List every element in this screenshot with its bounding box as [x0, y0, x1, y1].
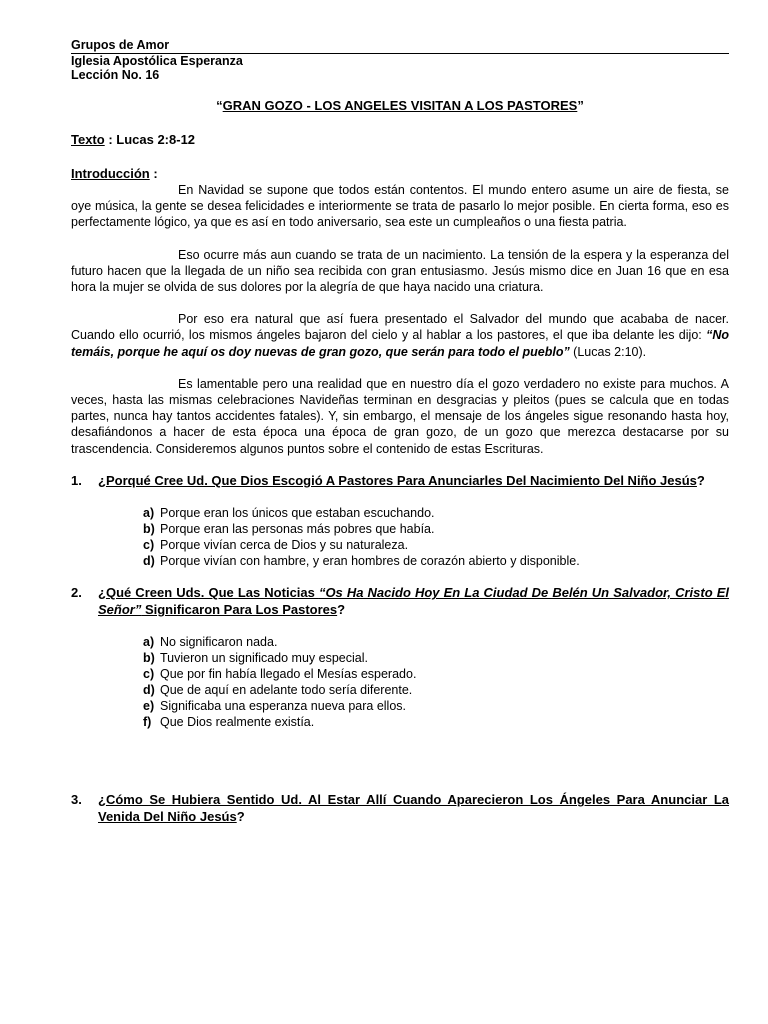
list-item: a) Porque eran los únicos que estaban escuchando.	[143, 506, 435, 521]
question-2-text: Qué Creen Uds. Que Las Noticias “Os Ha Nacido Hoy En La Ciudad De Belén Un Salvador, Cristo El Señor” Significaron Para Los Pastores	[98, 585, 729, 617]
question-2-number: 2.	[71, 585, 82, 601]
question-1: 1. ¿Porqué Cree Ud. Que Dios Escogió A Pastores Para Anunciarles Del Nacimiento Del Niño Jesús?	[71, 472, 705, 488]
list-item: f) Que Dios realmente existía.	[143, 715, 315, 730]
title-text: GRAN GOZO - LOS ANGELES VISITAN A LOS PASTORES	[222, 98, 578, 113]
question-3-number: 3.	[71, 792, 82, 808]
scripture-label: Texto	[71, 132, 105, 147]
intro-paragraph-2: Eso ocurre más aun cuando se trata de un nacimiento. La tensión de la espera y la esperanza del futuro hacen que la llegada de un niño sea recibida con gran entusiasmo. Jesús mismo dice en Juan 16 que en esa hora la mujer se olvida de sus dolores por la alegría de que haya nacido una criatura.	[71, 247, 729, 295]
introduction-colon: :	[149, 166, 158, 181]
question-1-number: 1.	[71, 472, 82, 488]
introduction-label: Introducción	[71, 166, 150, 181]
document-page	[71, 38, 729, 825]
scripture-reference	[71, 132, 729, 148]
list-item: c) Porque vivían cerca de Dios y su naturaleza.	[143, 538, 409, 553]
question-3: 3. ¿Cómo Se Hubiera Sentido Ud. Al Estar Allí Cuando Aparecieron Los Ángeles Para Anunciar La Venida Del Niño Jesús?	[71, 792, 729, 824]
list-item: a) No significaron nada.	[143, 635, 278, 650]
introduction-heading	[71, 166, 729, 182]
lesson-title	[71, 98, 729, 114]
list-item: d) Porque vivían con hambre, y eran hombres de corazón abierto y disponible.	[143, 554, 580, 569]
intro-paragraph-1: En Navidad se supone que todos están contentos. El mundo entero asume un aire de fiesta, se oye música, la gente se desea felicidades e interiormente se trata de pasarlo lo mejor posible. En cierta forma, eso es perfectamente lógico, ya que es así en todo aniversario, sea este un cumpleaños o una fiesta patria.	[71, 183, 729, 230]
list-item: d) Que de aquí en adelante todo sería diferente.	[143, 683, 413, 698]
intro-paragraph-3: Por eso era natural que así fuera presentado el Salvador del mundo que acababa de nacer. Cuando ello ocurrió, los mismos ángeles bajaron del cielo y al hablar a los pastores, el que iba delante les dijo: “No temáis, porque he aquí os doy nuevas de gran gozo, que serán para todo el pueblo” (Lucas 2:10).	[71, 312, 729, 359]
intro-paragraph-4: Es lamentable pero una realidad que en nuestro día el gozo verdadero no existe para muchos. A veces, hasta las mismas celebraciones Navideñas terminan en desgracias y pleitos (pues se calcula que en todas partes, nunca hay tantos accidentes fatales). Y, sin embargo, el mensaje de los ángeles sigue resonando hasta hoy, desafiándonos a hacer de esta época una época de gran gozo, de un gozo que merezca destacarse por su trascendencia. Consideremos algunos puntos sobre el contenido de estas Escrituras.	[71, 376, 729, 456]
scripture-value: : Lucas 2:8-12	[104, 132, 196, 147]
question-3-text: Cómo Se Hubiera Sentido Ud. Al Estar Allí Cuando Aparecieron Los Ángeles Para Anunciar La Venida Del Niño Jesús	[98, 792, 729, 824]
list-item: b) Porque eran las personas más pobres que había.	[143, 522, 435, 537]
question-2: 2. ¿Qué Creen Uds. Que Las Noticias “Os Ha Nacido Hoy En La Ciudad De Belén Un Salvador, Cristo El Señor” Significaron Para Los Pastores?	[71, 585, 729, 617]
title-open-quote: “	[216, 98, 223, 113]
header-group-name: Grupos de Amor	[71, 38, 170, 52]
title-close-quote: ”	[577, 98, 584, 113]
question-2-options	[143, 634, 729, 730]
question-1-options	[143, 505, 729, 569]
header-lesson-number: Lección No. 16	[71, 68, 160, 82]
question-1-text: Porqué Cree Ud. Que Dios Escogió A Pastores Para Anunciarles Del Nacimiento Del Niño Jesús	[105, 472, 697, 488]
scripture-quote: “No temáis, porque he aquí os doy nuevas de gran gozo, que serán para todo el pueblo”	[71, 328, 729, 359]
list-item: c) Que por fin había llegado el Mesías esperado.	[143, 667, 417, 682]
list-item: e) Significaba una esperanza nueva para ellos.	[143, 699, 407, 714]
list-item: b) Tuvieron un significado muy especial.	[143, 651, 368, 666]
header-church-name: Iglesia Apostólica Esperanza	[71, 54, 243, 68]
